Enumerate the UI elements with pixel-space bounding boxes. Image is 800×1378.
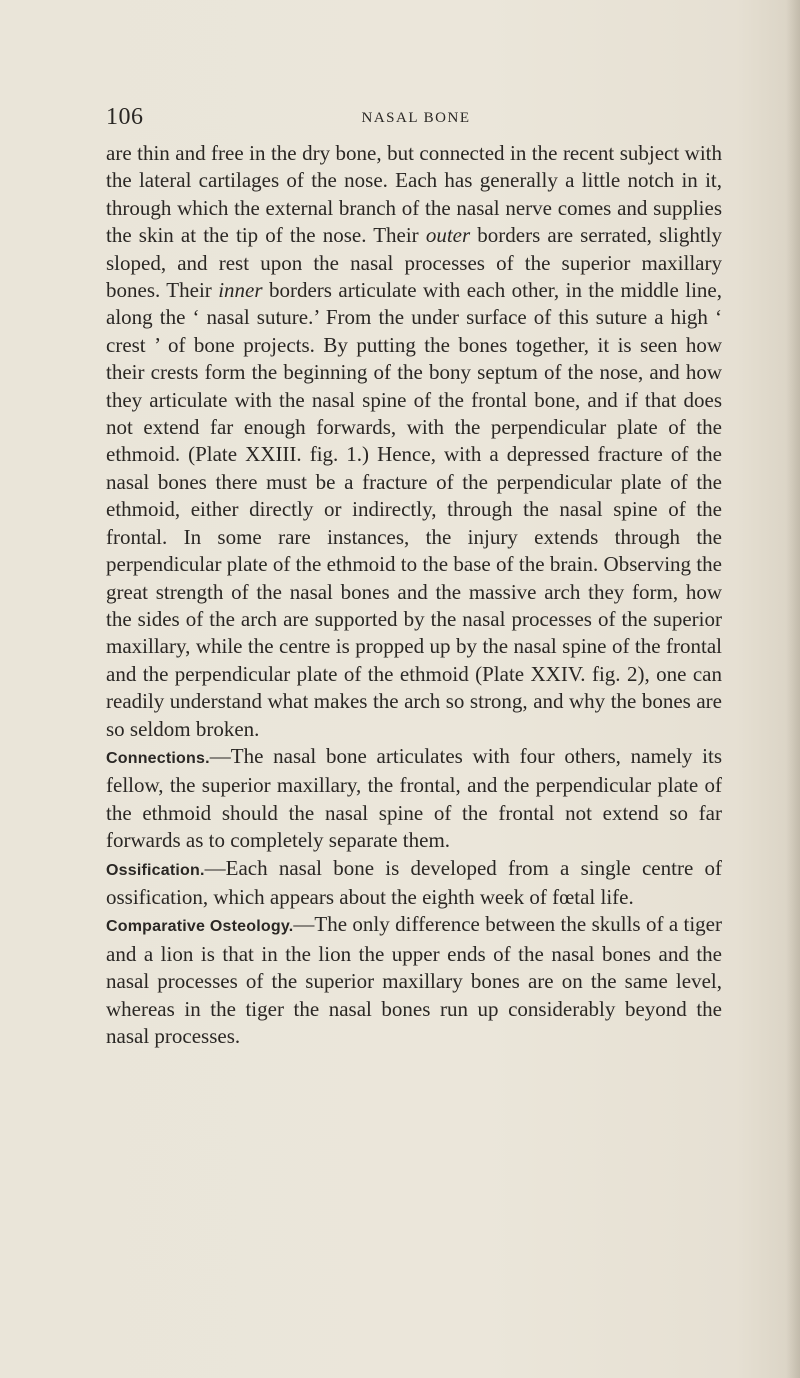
- body-text: [106, 140, 722, 1050]
- paragraph-text: borders articulate with each other, in the middle line, along the ‘ nasal suture.’ From the under surface of this suture a high ‘ crest ’ of bone projects. By putting the bones together, it is seen how their crests form the beginning of the bony septum of the nose, and how they articulate with the nasal spine of the frontal bone, and if that does not extend far enough forwards, with the perpendicular plate of the ethmoid. (Plate XXIII. fig. 1.) Hence, with a depressed fracture of the nasal bones there must be a fracture of the perpendicular plate of the ethmoid, either directly or indirectly, through the nasal spine of the frontal. In some rare instances, the injury extends through the perpendicular plate of the ethmoid to the base of the brain. Observing the great strength of the nasal bones and the massive arch they form, how the sides of the arch are supported by the nasal processes of the superior maxillary, while the centre is propped up by the nasal spine of the frontal and the perpendicular plate of the ethmoid (Plate XXIV. fig. 2), one can readily understand what makes the arch so strong, and why the bones are so seldom broken.: [106, 278, 722, 741]
- page-number: 106: [106, 104, 144, 130]
- section-comparative-osteology: [106, 911, 722, 1050]
- paragraph-nasal-bone-description: [106, 140, 722, 743]
- section-heading-comparative-osteology: Comparative Osteology.: [106, 918, 294, 936]
- section-heading-connections: Connections.: [106, 749, 210, 767]
- paragraph-text: are thin and free in the dry bone, but connected in the recent subject with the lateral cartilages of the nose. Each has generally a little notch in it, through which the external branch of the nasal nerve comes and supplies the skin at the tip of the nose. Their: [106, 141, 722, 248]
- italic-term-inner: inner: [218, 278, 263, 303]
- section-heading-ossification: Ossification.: [106, 861, 205, 879]
- section-ossification: [106, 855, 722, 912]
- page-header: [106, 104, 726, 134]
- page-edge-shadow: [786, 0, 800, 1378]
- section-text-connections: —The nasal bone articulates with four others, namely its fellow, the superior maxillary, the frontal, and the perpendicular plate of the ethmoid should the nasal spine of the frontal not extend so far forwards as to completely separate them.: [106, 743, 722, 853]
- italic-term-outer: outer: [425, 223, 471, 248]
- section-text-comparative-osteology: —The only difference between the skulls of a tiger and a lion is that in the lion the upper ends of the nasal bones and the nasal processes of the superior maxillary bones are on the same level, whereas in the tiger the nasal bones run up considerably beyond the nasal processes.: [106, 912, 722, 1048]
- paragraph-text: borders are serrated, slightly sloped, and rest upon the nasal processes of the superior maxillary bones. Their: [106, 223, 722, 303]
- running-title: NASAL BONE: [361, 110, 471, 126]
- section-connections: [106, 743, 722, 855]
- section-text-ossification: —Each nasal bone is developed from a single centre of ossification, which appears about the eighth week of fœtal life.: [106, 855, 722, 909]
